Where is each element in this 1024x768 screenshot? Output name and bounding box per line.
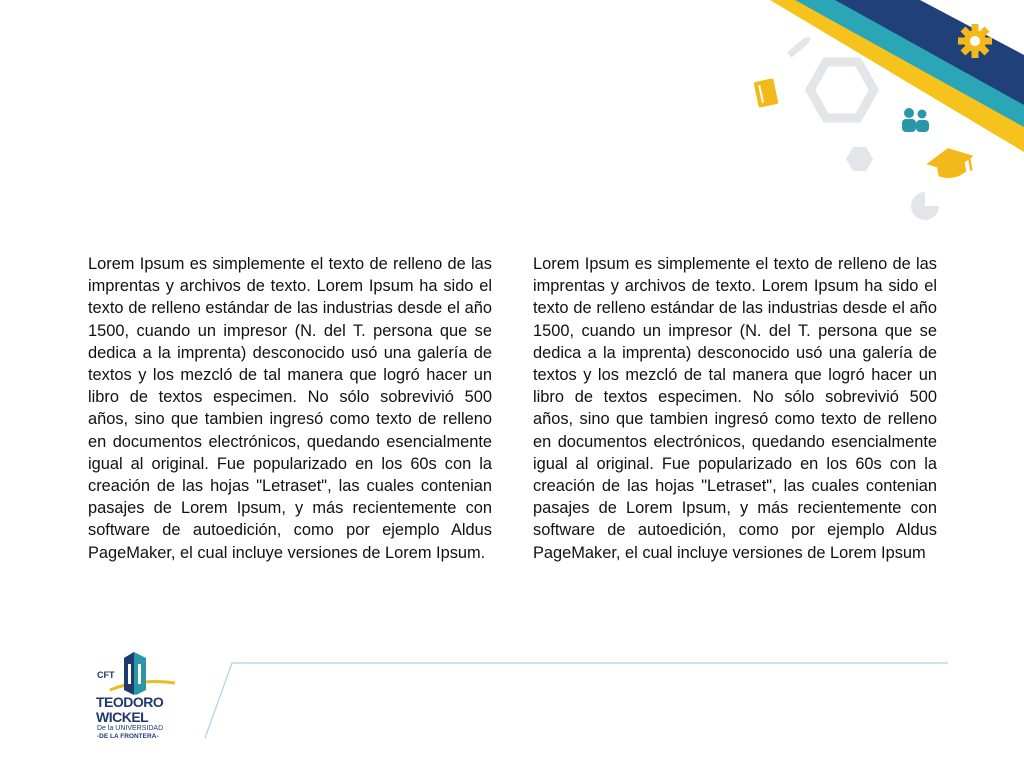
logo-name-line2: WICKEL bbox=[96, 709, 149, 725]
logo-cft: CFT bbox=[97, 670, 115, 680]
logo-name-line1: TEODORO bbox=[96, 694, 164, 710]
logo-mark bbox=[110, 652, 175, 695]
footer-line bbox=[205, 663, 948, 738]
pencil-icon bbox=[787, 34, 813, 57]
book-icon bbox=[754, 78, 779, 108]
graduation-cap-icon bbox=[924, 144, 976, 182]
logo-subtitle-line2: -DE LA FRONTERA- bbox=[97, 733, 159, 740]
users-icon bbox=[902, 108, 929, 132]
hexagon-icon bbox=[810, 62, 874, 118]
logo-subtitle-line1: De la UNIVERSIDAD bbox=[97, 725, 164, 732]
pie-chart-icon bbox=[911, 192, 939, 220]
text-column-left: Lorem Ipsum es simplemente el texto de relleno de las imprentas y archivos de texto. Lorem Ipsum ha sido el texto de relleno estándar de las industrias desde el año 1500, cuando un impresor (N. del T. persona que se dedica a la imprenta) desconocido usó una galería de textos y los mezcló de tal manera que logró hacer un libro de textos especimen. No sólo sobrevivió 500 años, sino que tambien ingresó como texto de relleno en documentos electrónicos, quedando esencialmente igual al original. Fue popularizado en los 60s con la creación de las hojas "Letraset", las cuales contenian pasajes de Lorem Ipsum, y más recientemente con software de autoedición, como por ejemplo Aldus PageMaker, el cual incluye versiones de Lorem Ipsum. bbox=[88, 255, 492, 562]
gear-icon bbox=[958, 24, 992, 58]
small-hexagon-icon bbox=[846, 147, 873, 171]
text-column-right: Lorem Ipsum es simplemente el texto de relleno de las imprentas y archivos de texto. Lorem Ipsum ha sido el texto de relleno estándar de las industrias desde el año 1500, cuando un impresor (N. del T. persona que se dedica a la imprenta) desconocido usó una galería de textos y los mezcló de tal manera que logró hacer un libro de textos especimen. No sólo sobrevivió 500 años, sino que tambien ingresó como texto de relleno en documentos electrónicos, quedando esencialmente igual al original. Fue popularizado en los 60s con la creación de las hojas "Letraset", las cuales contenian pasajes de Lorem Ipsum, y más recientemente con software de autoedición, como por ejemplo Aldus PageMaker, el cual incluye versiones de Lorem Ipsum bbox=[533, 255, 937, 562]
